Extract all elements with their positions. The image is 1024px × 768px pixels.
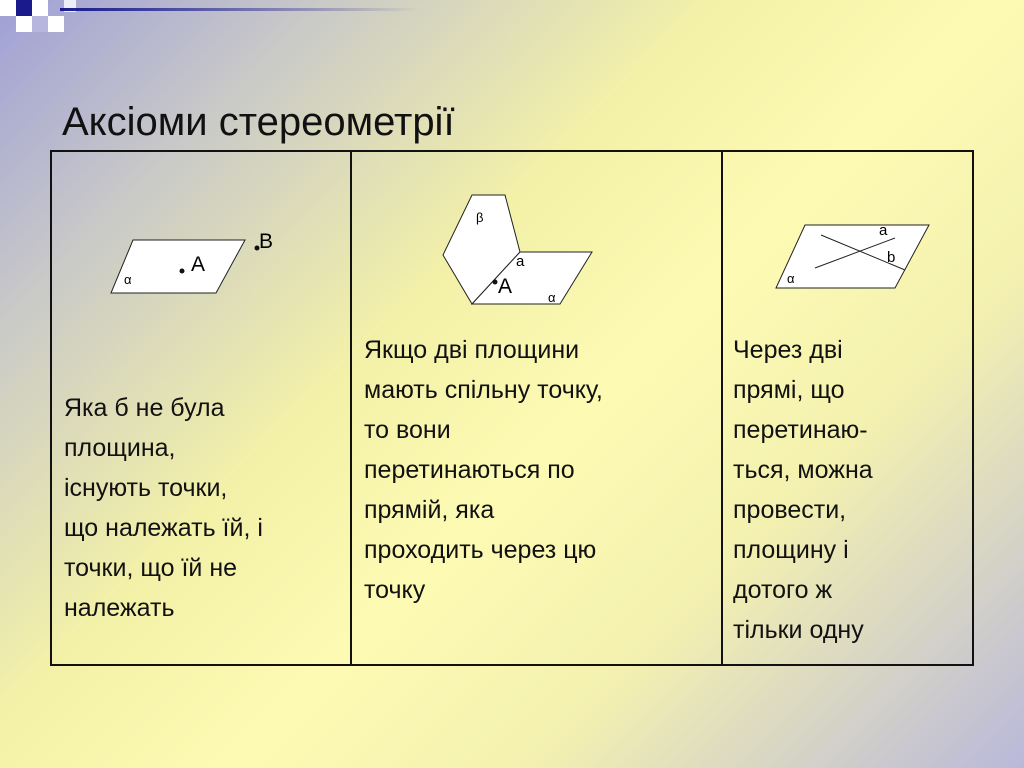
axiom-cell-2 <box>352 152 723 664</box>
plane-alpha-label-2: α <box>548 290 556 305</box>
point-a-label: А <box>191 253 206 276</box>
plane-beta-label: β <box>476 210 484 225</box>
plane-alpha-shape-3 <box>776 225 929 288</box>
two-planes-diagram <box>352 152 723 332</box>
corner-decoration <box>0 0 420 40</box>
line-a-label: а <box>516 253 525 270</box>
line-b-label-3: b <box>887 249 896 266</box>
axiom-3-text: Через дві прямі, що перетинаю- ться, можна провести, площину і дотого ж тільки одну <box>733 336 873 644</box>
axiom-2-text: Якщо дві площини мають спільну точку, то вони перетинаються по прямій, яка проходить через цю точку <box>364 336 603 604</box>
point-b-label: В <box>259 230 274 253</box>
point-a-dot <box>180 269 185 274</box>
axiom-1-text: Яка б не була площина, існують точки, що належать їй, і точки, що їй не належать <box>64 394 263 622</box>
plane-alpha-label-3: α <box>787 271 795 286</box>
axioms-table <box>50 150 974 666</box>
point-a-dot-2 <box>493 280 498 285</box>
point-a-label-2: А <box>498 275 513 298</box>
intersecting-lines-plane-diagram <box>723 152 973 332</box>
slide-title: Аксіоми стереометрії <box>62 100 455 144</box>
axiom-cell-3 <box>723 152 972 664</box>
plane-alpha-label: α <box>124 272 132 287</box>
plane-with-points-diagram <box>52 152 352 332</box>
line-a-label-3: а <box>879 222 888 239</box>
axiom-cell-1 <box>52 152 352 664</box>
